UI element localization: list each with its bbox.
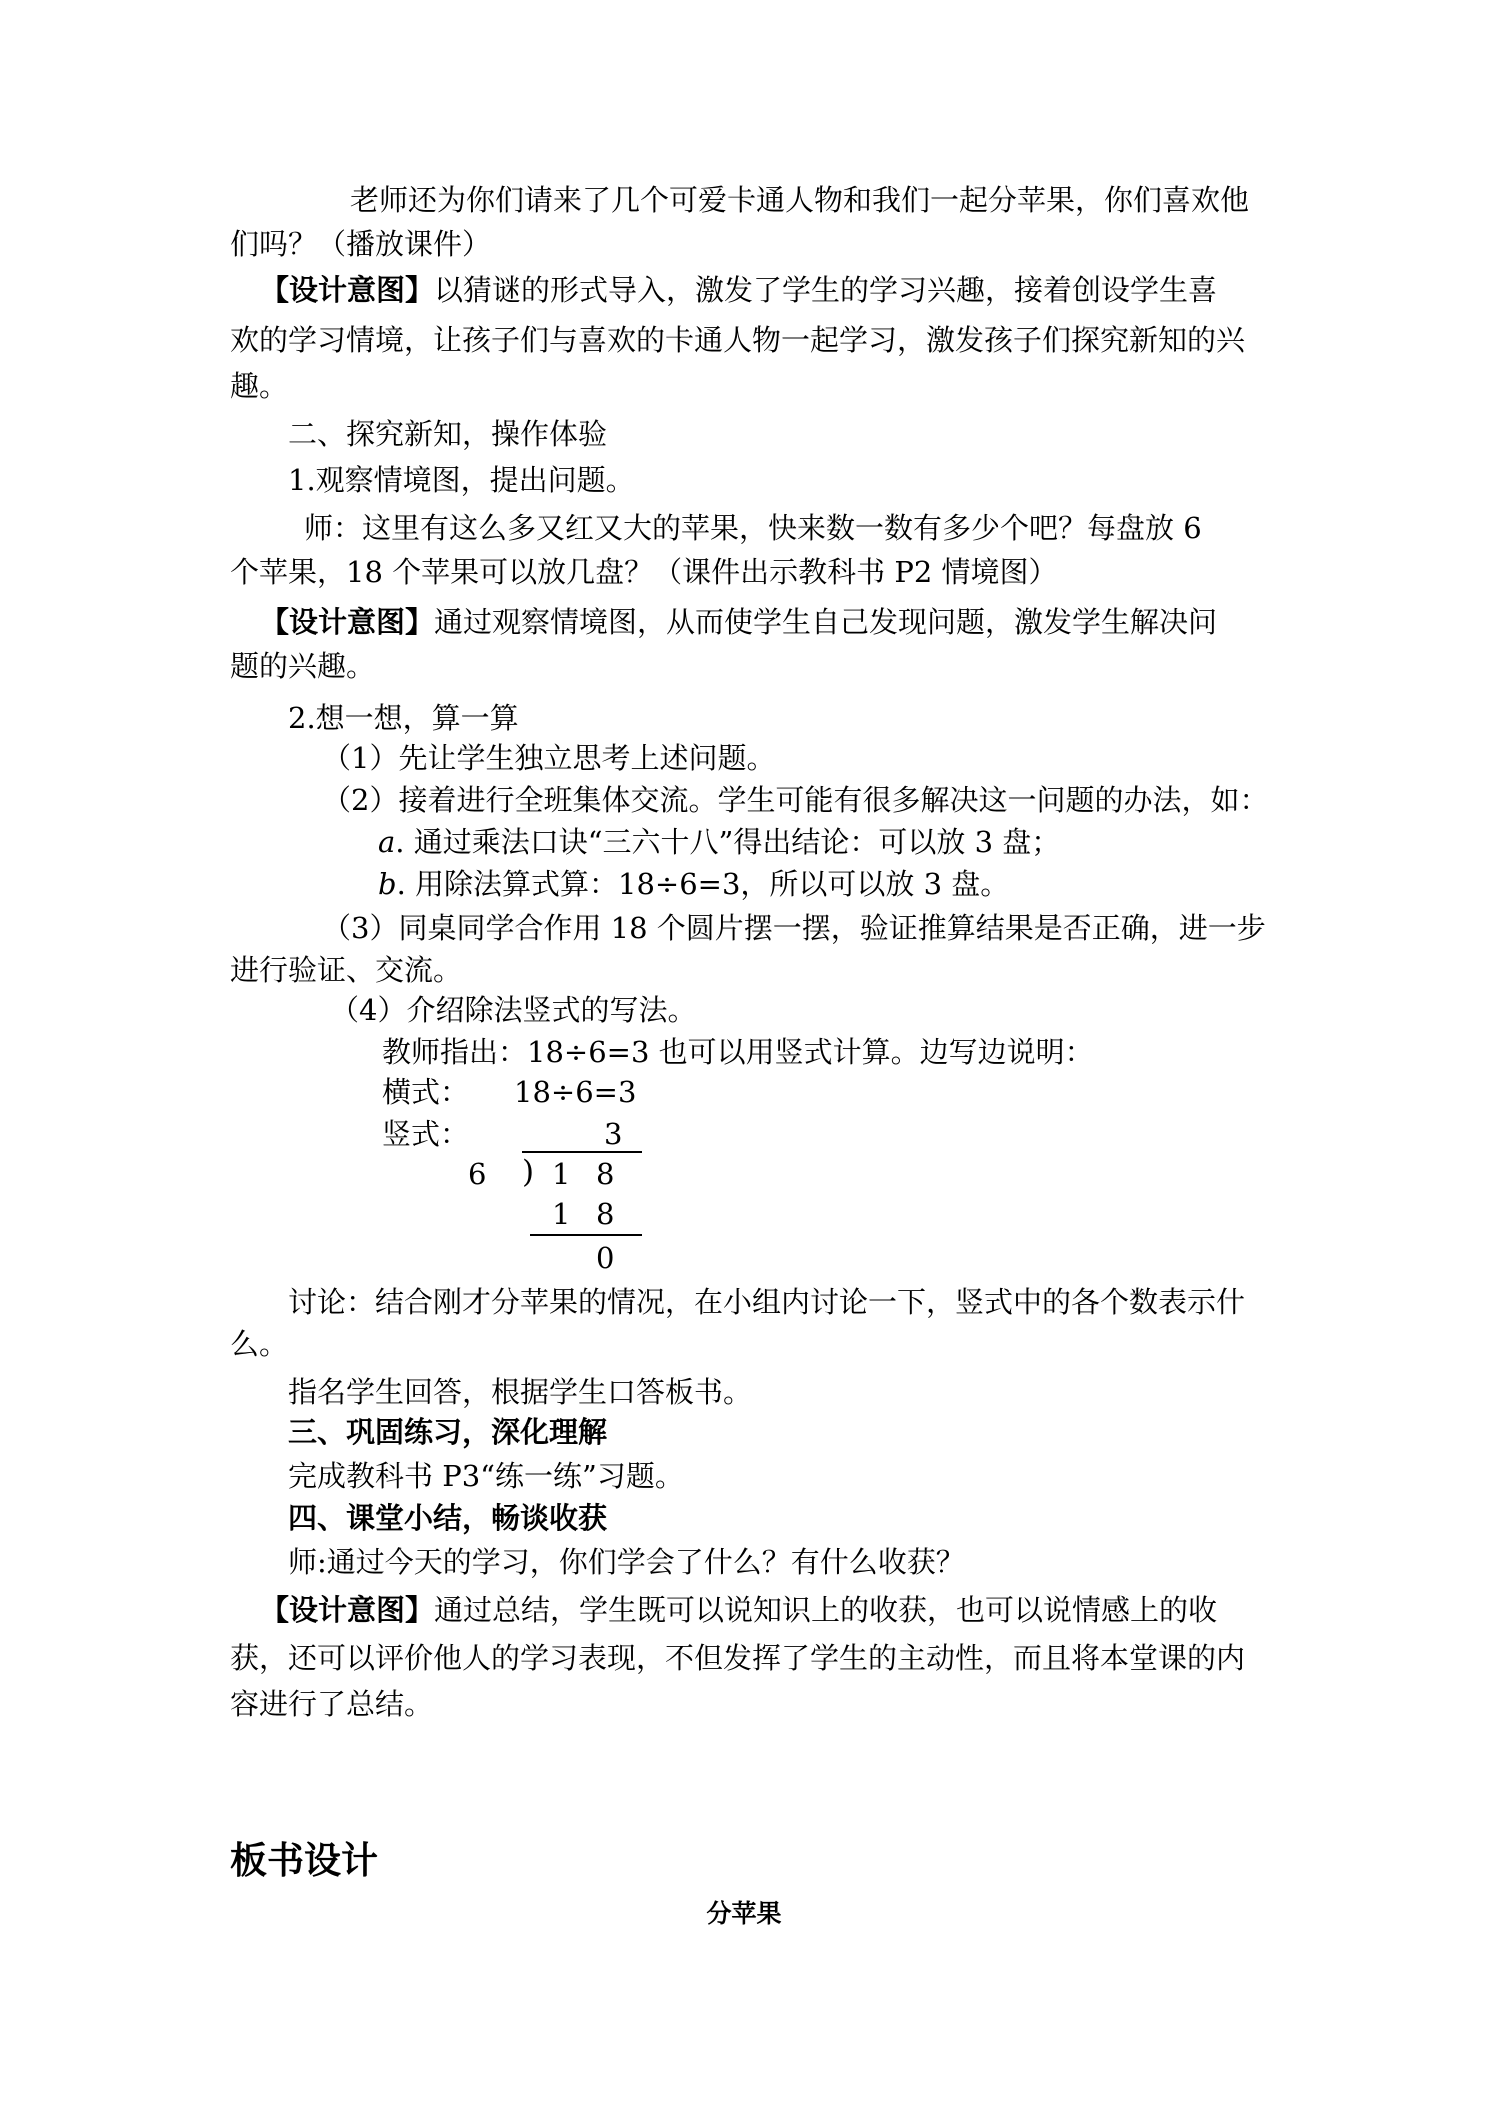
vertical-label: 竖式：	[382, 1117, 470, 1151]
product-digit-2: 8	[596, 1197, 615, 1231]
dividend-digit-1: 1	[552, 1157, 571, 1191]
division-bar	[522, 1151, 642, 1153]
design-intent-2-line-1	[260, 600, 1217, 644]
step-2b	[378, 862, 1009, 906]
step-4: （4）介绍除法竖式的写法。	[330, 993, 697, 1027]
step-2a	[378, 820, 1060, 864]
exercise-note: 完成教科书 P3“练一练”习题。	[288, 1459, 684, 1493]
step-2b-text: . 用除法算式算：18÷6=3，所以可以放 3 盘。	[396, 867, 1010, 901]
remainder: 0	[596, 1241, 615, 1275]
board-design-heading: 板书设计	[230, 1839, 378, 1882]
design-intent-tag: 【设计意图】	[260, 273, 435, 307]
quotient: 3	[604, 1117, 623, 1151]
discuss-line-1: 讨论：结合刚才分苹果的情况，在小组内讨论一下，竖式中的各个数表示什	[288, 1285, 1246, 1319]
design-intent-3-line-1	[260, 1588, 1217, 1632]
design-intent-text: 通过观察情境图，从而使学生自己发现问题，激发学生解决问	[434, 605, 1218, 639]
design-intent-1-line-1	[260, 268, 1217, 312]
answer-note: 指名学生回答，根据学生口答板书。	[288, 1375, 753, 1409]
step-2a-text: . 通过乘法口诀“三六十八”得出结论：可以放 3 盘；	[395, 825, 1061, 859]
design-intent-3-line-2: 获，还可以评价他人的学习表现，不但发挥了学生的主动性，而且将本堂课的内	[230, 1641, 1246, 1675]
section-2-heading: 二、探究新知，操作体验	[288, 417, 608, 451]
intro-line-2: 们吗？（播放课件）	[230, 227, 492, 261]
design-intent-1-line-2: 欢的学习情境，让孩子们与喜欢的卡通人物一起学习，激发孩子们探究新知的兴	[230, 323, 1246, 357]
intro-line-1: 老师还为你们请来了几个可爱卡通人物和我们一起分苹果，你们喜欢他	[350, 183, 1250, 217]
subtraction-bar	[530, 1234, 642, 1236]
step-3-line-1: （3）同桌同学合作用 18 个圆片摆一摆，验证推算结果是否正确，进一步	[322, 911, 1266, 945]
design-intent-3-line-3: 容进行了总结。	[230, 1687, 434, 1721]
discuss-line-2: 么。	[230, 1327, 289, 1361]
teacher-2: 教师指出：18÷6=3 也可以用竖式计算。边写边说明：	[382, 1035, 1094, 1069]
step-2b-label: b	[378, 867, 397, 901]
divisor: 6	[468, 1157, 487, 1191]
step-1: （1）先让学生独立思考上述问题。	[322, 741, 776, 775]
design-intent-1-line-3: 趣。	[230, 369, 289, 403]
step-3-line-2: 进行验证、交流。	[230, 953, 463, 987]
section-3-heading: 三、巩固练习，深化理解	[288, 1415, 608, 1449]
design-intent-2-line-2: 题的兴趣。	[230, 649, 376, 683]
dividend-digit-2: 8	[596, 1157, 615, 1191]
teacher-1-line-2: 个苹果，18 个苹果可以放几盘？（课件出示教科书 P2 情境图）	[230, 555, 1058, 589]
design-intent-text: 通过总结，学生既可以说知识上的收获，也可以说情感上的收	[434, 1593, 1218, 1627]
section-4-heading: 四、课堂小结，畅谈收获	[288, 1501, 608, 1535]
teacher-1-line-1: 师：这里有这么多又红又大的苹果，快来数一数有多少个吧？每盘放 6	[304, 511, 1202, 545]
teacher-3: 师:通过今天的学习，你们学会了什么？有什么收获？	[288, 1545, 965, 1579]
division-bracket: )	[522, 1154, 535, 1190]
design-intent-tag: 【设计意图】	[260, 1593, 435, 1627]
item-2: 2.想一想，算一算	[288, 701, 519, 735]
board-title: 分苹果	[706, 1899, 782, 1928]
step-2a-label: a	[378, 825, 396, 859]
step-2: （2）接着进行全班集体交流。学生可能有很多解决这一问题的办法，如：	[322, 783, 1269, 817]
item-1: 1.观察情境图，提出问题。	[288, 463, 635, 497]
horizontal-label: 横式：	[382, 1075, 470, 1109]
horizontal-expression: 18÷6=3	[514, 1075, 637, 1109]
design-intent-text: 以猜谜的形式导入，激发了学生的学习兴趣，接着创设学生喜	[434, 273, 1218, 307]
design-intent-tag: 【设计意图】	[260, 605, 435, 639]
product-digit-1: 1	[552, 1197, 571, 1231]
